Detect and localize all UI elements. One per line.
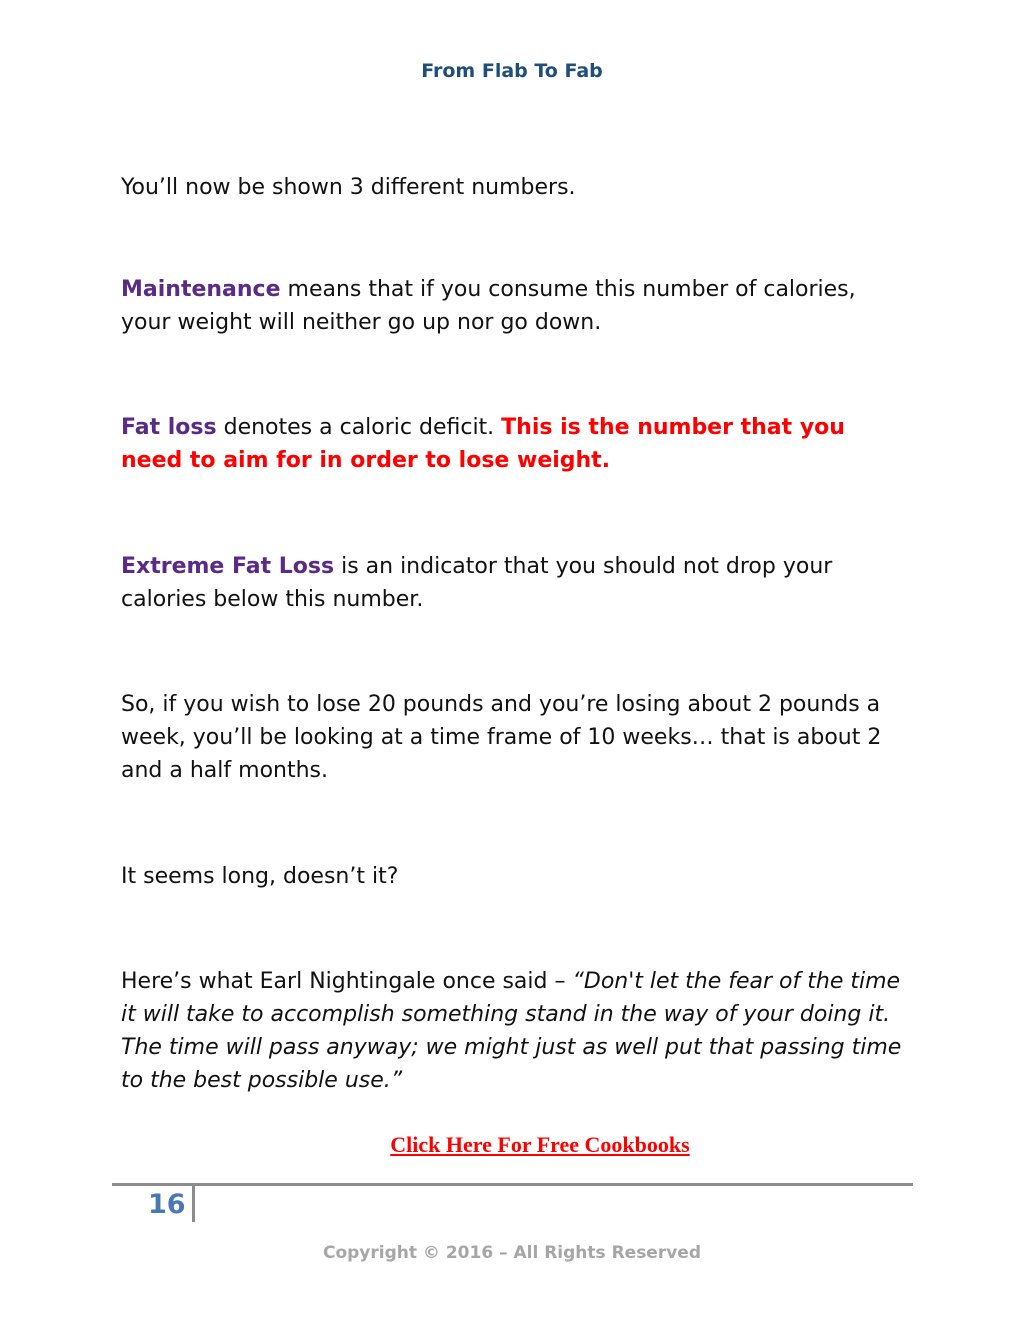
maintenance-term: Maintenance [121, 277, 281, 302]
example-paragraph: So, if you wish to lose 20 pounds and you’re losing about 2 pounds a week, you’ll be looking at a time frame of 10 weeks… that is about 2 and a half months. [121, 692, 882, 783]
extreme-fat-loss-term: Extreme Fat Loss [121, 554, 335, 579]
copyright-notice: Copyright © 2016 – All Rights Reserved [322, 1243, 702, 1263]
fat-loss-highlight: This is the number that you need to aim for in order to lose weight. [121, 415, 845, 473]
maintenance-text: means that if you consume this number of calories, your weight will neither go up nor go down. [121, 277, 856, 335]
footer-divider [112, 1183, 913, 1186]
nightingale-quote: “Don't let the fear of the time it will take to accomplish something stand in the way of your doing it. The time will pass anyway; we might just as well put that passing time to the best possible use.” [121, 969, 902, 1093]
fat-loss-text: denotes a caloric deficit. [216, 415, 502, 440]
fat-loss-paragraph [121, 411, 911, 477]
quote-lead: Here’s what Earl Nightingale once said – [121, 969, 573, 994]
quote-paragraph [121, 965, 911, 1097]
extreme-fat-loss-text: is an indicator that you should not drop your calories below this number. [121, 554, 833, 612]
maintenance-paragraph [121, 273, 911, 339]
free-cookbooks-link[interactable]: Click Here For Free Cookbooks [390, 1132, 690, 1157]
cookbooks-link-line [0, 1132, 1024, 1158]
page-number: 16 [148, 1189, 186, 1220]
extreme-fat-loss-paragraph [121, 550, 911, 616]
intro-paragraph: You’ll now be shown 3 different numbers. [121, 175, 576, 200]
question-paragraph: It seems long, doesn’t it? [121, 864, 399, 889]
page-header-title: From Flab To Fab [421, 60, 603, 82]
page-number-divider [192, 1186, 195, 1222]
fat-loss-term: Fat loss [121, 415, 217, 440]
